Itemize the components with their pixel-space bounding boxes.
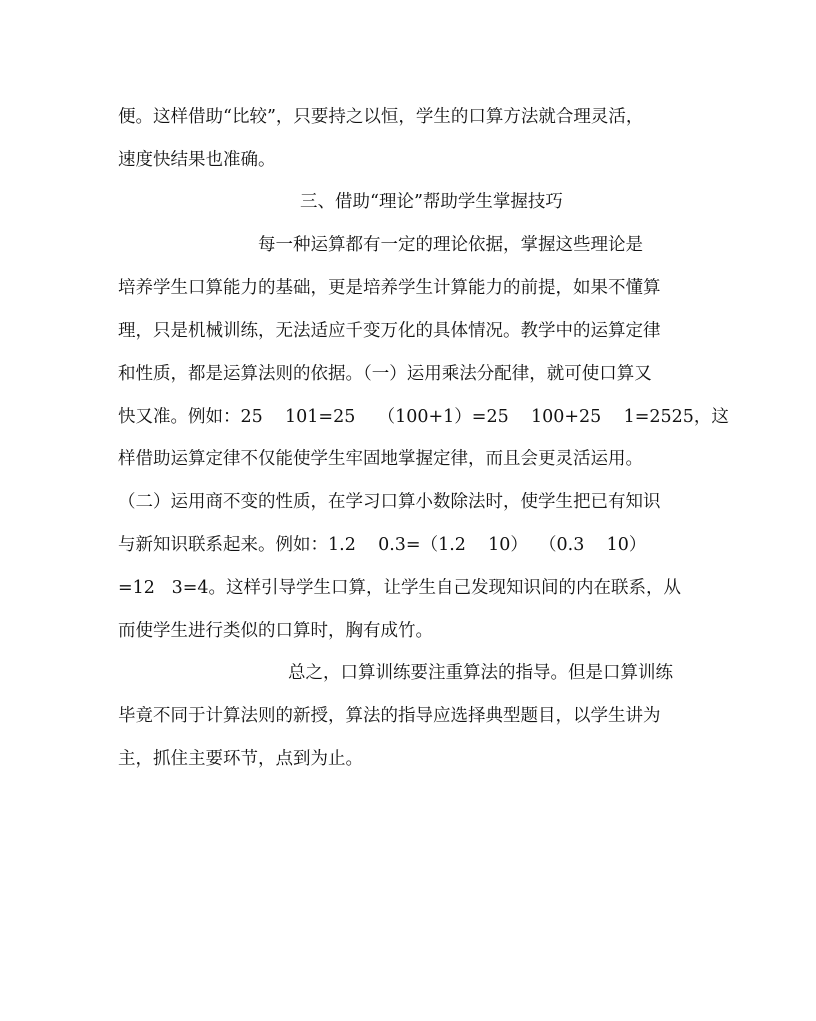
text-line: 主，抓住主要环节，点到为止。 xyxy=(118,749,363,769)
text-line: 每一种运算都有一定的理论依据，掌握这些理论是 xyxy=(258,235,643,255)
text-line: =12 3=4。这样引导学生口算，让学生自己发现知识间的内在联系，从 xyxy=(118,578,682,598)
text-line: 总之，口算训练要注重算法的指导。但是口算训练 xyxy=(288,663,673,683)
text-line: 而使学生进行类似的口算时，胸有成竹。 xyxy=(118,621,433,641)
text-line: 与新知识联系起来。例如：1.2 0.3=（1.2 10） （0.3 10） xyxy=(118,535,647,555)
text-line: （二）运用商不变的性质，在学习口算小数除法时，使学生把已有知识 xyxy=(118,492,661,512)
text-line: 样借助运算定律不仅能使学生牢固地掌握定律，而且会更灵活运用。 xyxy=(118,449,643,469)
text-line: 和性质，都是运算法则的依据。（一）运用乘法分配律，就可使口算又 xyxy=(118,364,652,384)
text-line: 培养学生口算能力的基础，更是培养学生计算能力的前提，如果不懂算 xyxy=(118,278,661,298)
text-line: 快又准。例如：25 101=25 （100+1）=25 100+25 1=2525，这 xyxy=(118,407,729,427)
text-line: 理，只是机械训练，无法适应千变万化的具体情况。教学中的运算定律 xyxy=(118,321,661,341)
section-heading: 三、借助“理论”帮助学生掌握技巧 xyxy=(300,192,563,212)
text-line: 毕竟不同于计算法则的新授，算法的指导应选择典型题目，以学生讲为 xyxy=(118,706,661,726)
text-line: 便。这样借助“比较”，只要持之以恒，学生的口算方法就合理灵活， xyxy=(118,107,644,127)
text-line: 速度快结果也准确。 xyxy=(118,150,276,170)
